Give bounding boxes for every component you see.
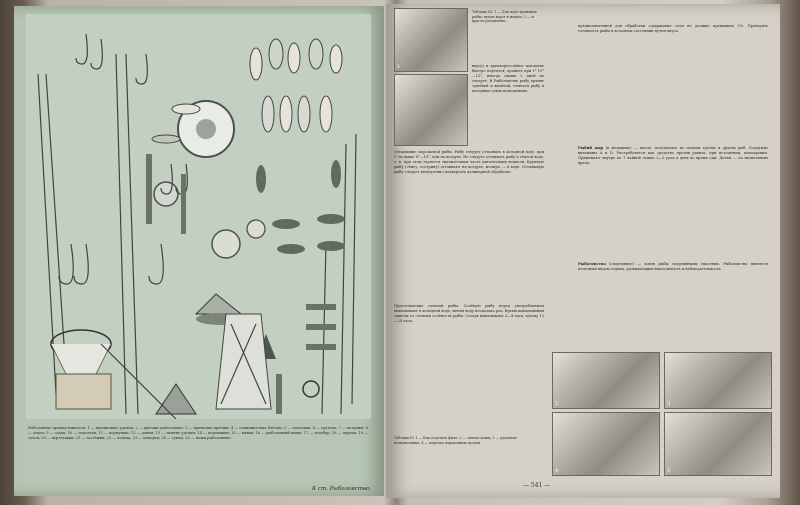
salted-fish-section: Приготовление соленой рыбы. Солёную рыбу перед употреблением вымачивают в холодной воде, меняя воду несколько раз. Время вымачивания зависит от степени солёности рыбы. Сельдь вымачивают 2—4 часа, треску 12—24 часа. (394, 304, 544, 324)
photo-label: 2 (555, 401, 559, 407)
photo-fish-cleaning-2 (394, 74, 468, 146)
column-2-fish-oil (578, 146, 768, 256)
left-page (14, 6, 384, 496)
photo-label: 3 (667, 401, 671, 407)
plate-caption: Рыболовные принадлежности: 1 — пшеничные удочки; 2 — крючки рыболовные; 3 — приманки крючки; 4 — спиннинговые блёсны; 5 — поплавки; 6 — грузила; 7 — катушки; 8 — отцеп; 9 — садок; 10 — подсачек; 11 — кормушки; 12 — донки; 13 — зимние удочки; 14 — мормышки; 15 — кивки; 16 — рыболовный ящик; 17 — ледобур; 18 — черпак; 19 — сачок; 20 — вертлюжки; 21 — застёжки; 22 — кольца; 23 — поводки; 24 — сумка; 25 — ножи рыболовные. (28, 426, 368, 440)
column-1-top-text: вкусу) и крепкоросолёноe копчение быстро портятся; хранить при t° 10°—15°, иногда свыше 2 дней не следует. В Рыболовстве рыбу хранят сушёной и вялёной, отмечая рыбу в холодных сухих помещениях. (472, 64, 544, 94)
fishing-text: (спортивное) — ловля рыбы спортивными снастями. Рыболовство является полезным видом отдыха, развивающим выносливость и наблюдательность. (578, 262, 768, 272)
tackle-illustration (26, 14, 371, 419)
top-photo-caption: Таблица III. 1 — Для пере-хранения рыбы: пучок ворот в мешке; 2 — и кругло-распилены... (472, 10, 537, 24)
page-number: — 541 — (523, 482, 551, 489)
photo-fish-cleaning-1 (394, 8, 468, 72)
fish-oil-text: (в медицине) — масло, получаемое из печени трески и других рыб. Содержит витамины A и D. Употребляется как средство против рахита, при истощении, малокровии. Принимают внутрь по 1 чайной ложке 2—3 раза в день во время еды. Детям — по назначению врача. (578, 146, 768, 166)
photo-label: 4 (555, 468, 559, 474)
column-1-main-text (394, 150, 544, 300)
bottom-photo-caption: Таблица IV. 1 — Как отделять филе: 2 — снятие кожи; 3 — удаление позвоночника; 4 — нарезка порционных кусков. (394, 436, 517, 445)
fishing-tackle-plate (26, 14, 371, 419)
column-2-fishing (578, 262, 768, 344)
plate-footer: К ст. Рыболовство. (312, 486, 372, 492)
thawing-section: Оттаивание мороженой рыбы. Рыбу следует оттаивать в холодной воде, при t° не выше 8°—10°, или на воздухе. Не следует оттаивать рыбу в тёплой воде, т. к. при этом теряется значительная часть питательных веществ. Крупную рыбу (сёмгу, осетрину) оттаивают на воздухе, мелкую — в воде. Оттаявшую рыбу следует немедленно подвергать кулинарной обработке. (394, 150, 544, 175)
column-2-top-text: предназначенной для обработки содержание соли не должно превышать 5%. Проверить готовность рыбы в холодном состоянии путем вкуса. (578, 24, 768, 34)
photo-filleting-5 (664, 412, 772, 476)
photo-label: 1 (397, 64, 401, 70)
fishing-heading: Рыболовство (578, 262, 606, 266)
photo-label: 5 (667, 468, 671, 474)
fish-oil-heading: Рыбий жир (578, 146, 604, 150)
net-bag (216, 314, 271, 409)
right-page (386, 4, 780, 498)
photo-filleting-3 (664, 352, 772, 409)
photo-filleting-4 (552, 412, 660, 476)
photo-filleting-2 (552, 352, 660, 409)
